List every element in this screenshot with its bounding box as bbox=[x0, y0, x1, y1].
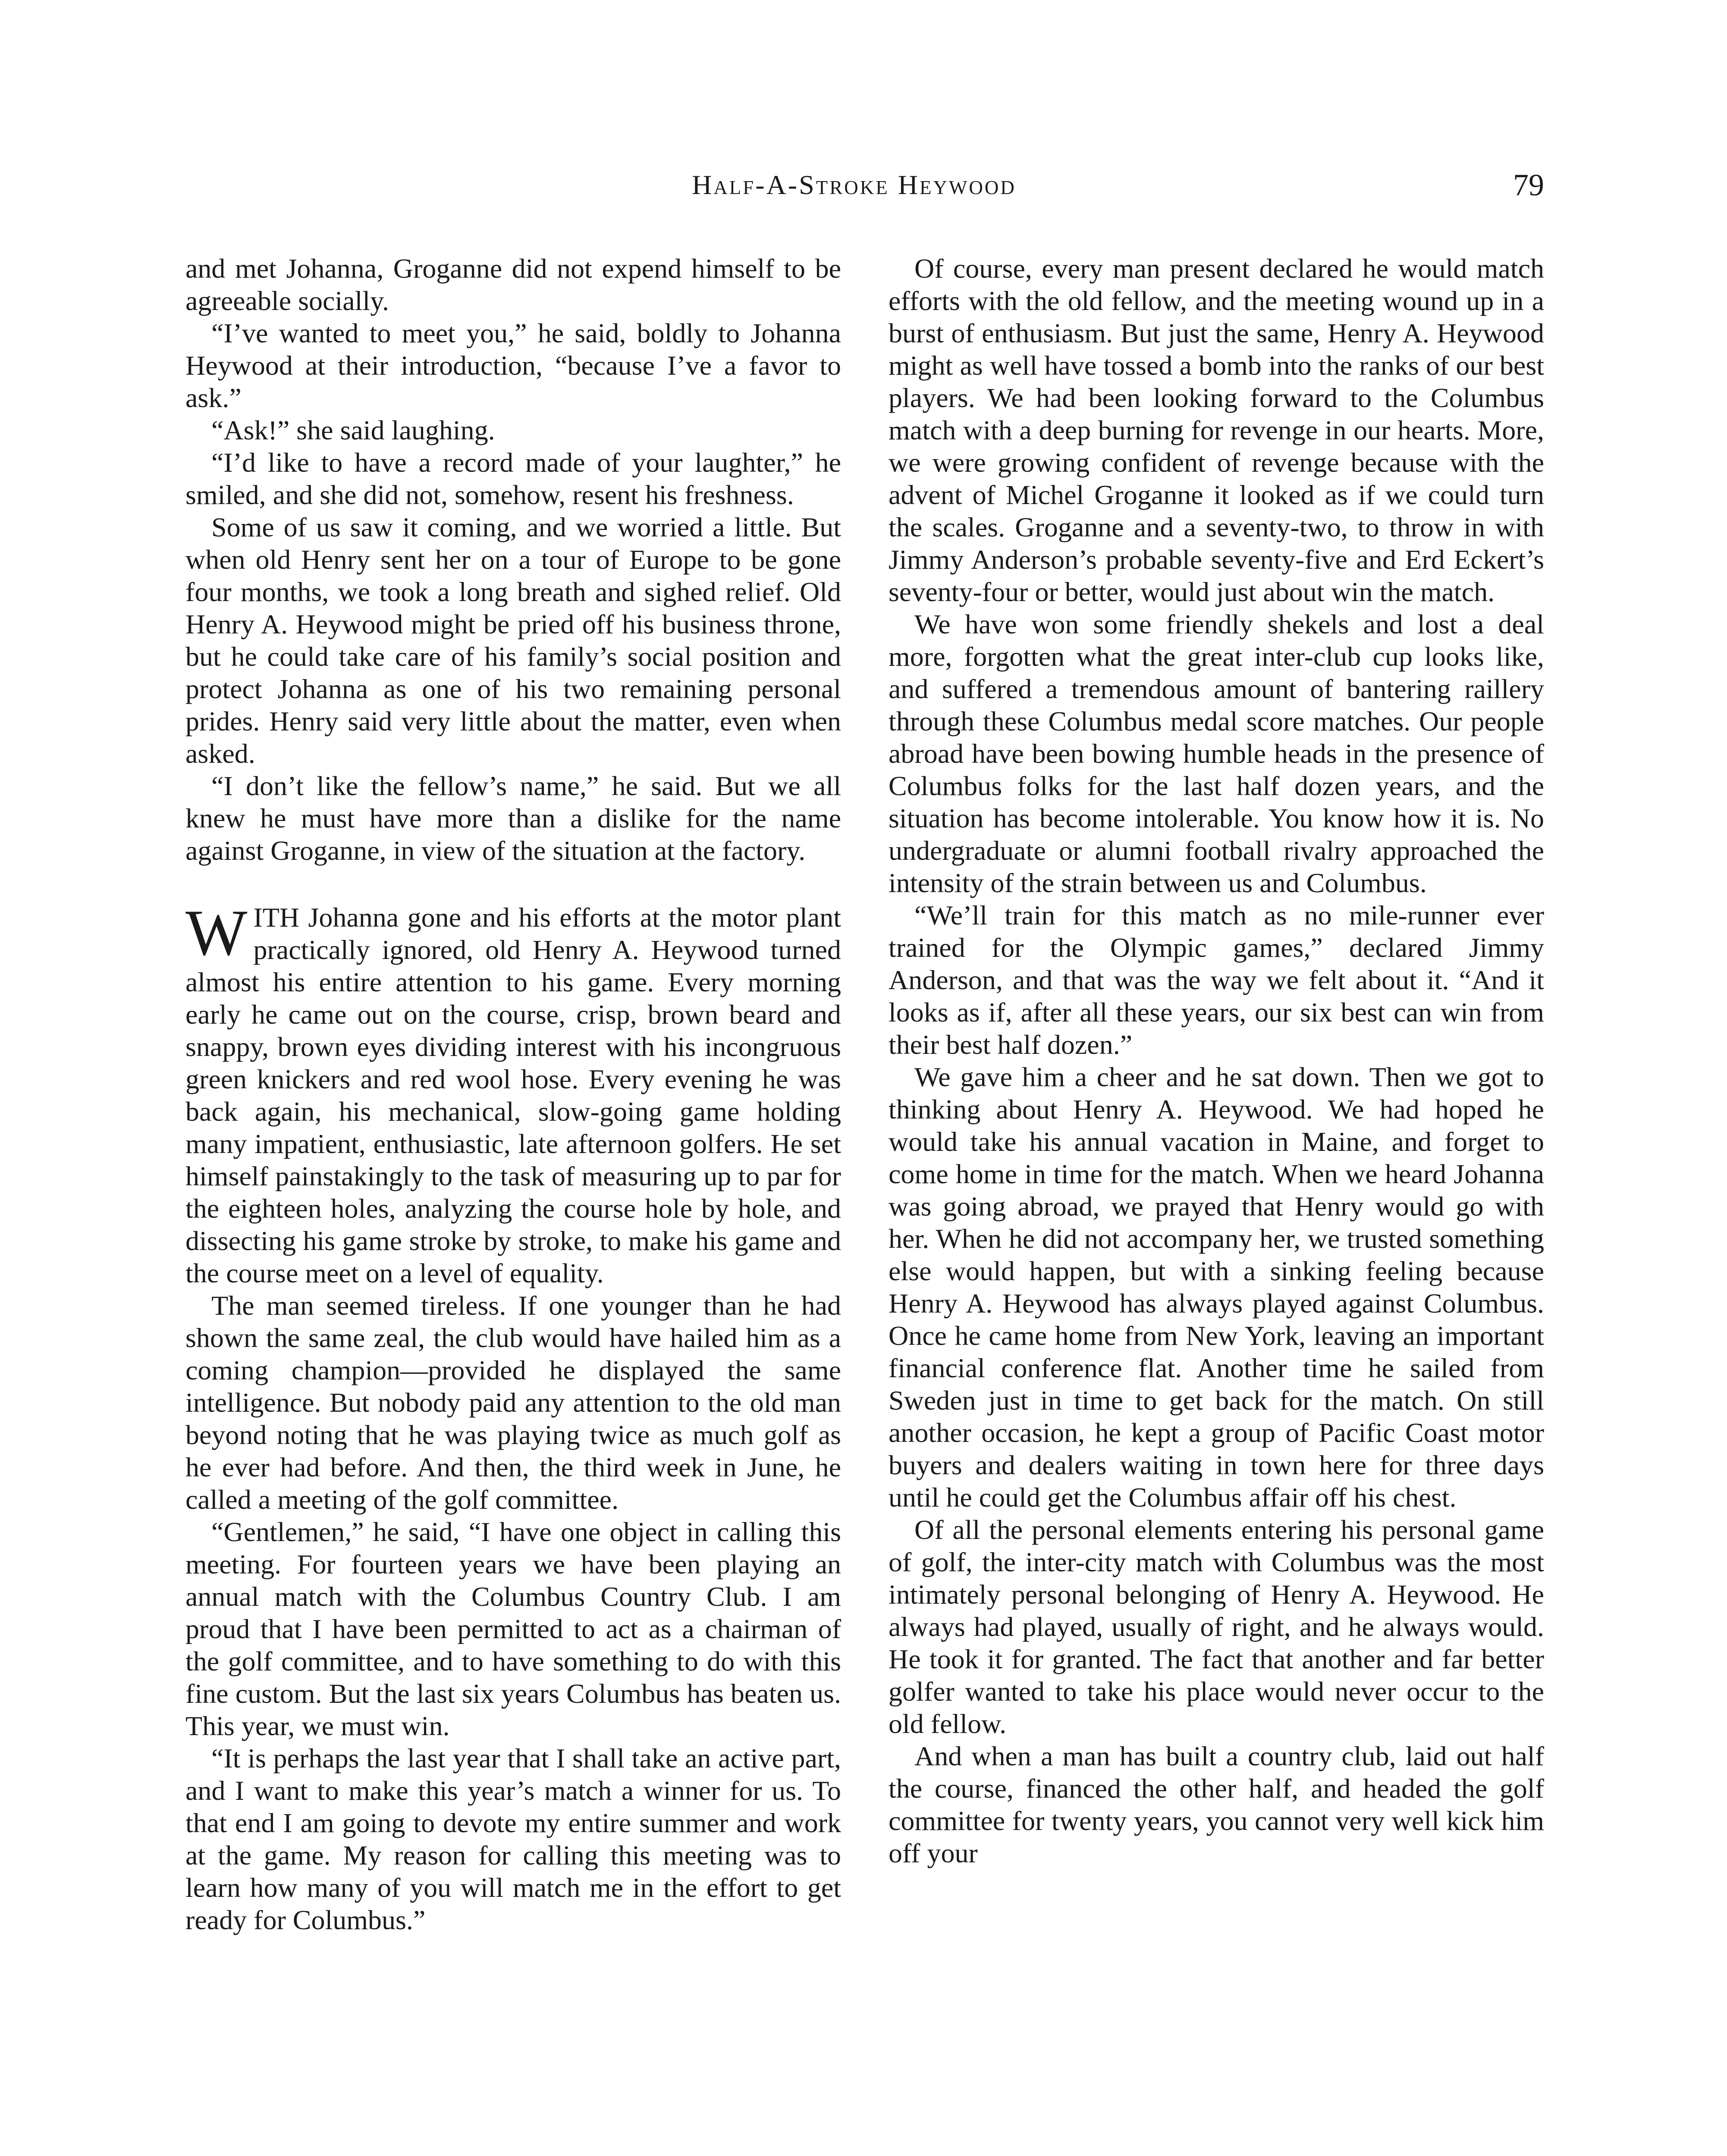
paragraph-text: ITH Johanna gone and his efforts at the motor plant practically ignored, old Henry A. Heywood turned almost his entire attention to his game. Every morning early he came out on the course, crisp, brown beard and snappy, brown eyes dividing interest with his incongruous green knickers and red wool hose. Every evening he was back again, his mechanical, slow-going game holding many impatient, enthusiastic, late afternoon golfers. He set himself painstakingly to the task of measuring up to par for the eighteen holes, analyzing the course hole by hole, and dissecting his game stroke by stroke, to make his game and the course meet on a level of equality. bbox=[185, 902, 841, 1288]
paragraph: Of course, every man present declared he would match efforts with the old fellow, and the meeting wound up in a burst of enthusiasm. But just the same, Henry A. Heywood might as well have tossed a bomb into the ranks of our best players. We had been looking forward to the Columbus match with a deep burning for revenge in our hearts. More, we were growing confident of revenge because with the advent of Michel Groganne it looked as if we could turn the scales. Groganne and a seventy-two, to throw in with Jimmy Anderson’s probable seventy-five and Erd Eckert’s seventy-four or better, would just about win the match. bbox=[889, 253, 1544, 607]
paragraph: “It is perhaps the last year that I shall take an active part, and I want to make this year’s match a winner for us. To that end I am going to devote my entire summer and work at the game. My reason for calling this meeting was to learn how many of you will match me in the effort to get ready for Columbus.” bbox=[185, 1743, 841, 1935]
right-column bbox=[889, 252, 1544, 2156]
paragraph: “Ask!” she said laughing. bbox=[211, 415, 495, 445]
paragraph: “We’ll train for this match as no mile-runner ever trained for the Olympic games,” declared Jimmy Anderson, and that was the way we felt about it. “And it looks as if, after all these years, our six best can win from their best half dozen.” bbox=[889, 900, 1544, 1060]
paragraph: Some of us saw it coming, and we worried a little. But when old Henry sent her on a tour of Europe to be gone four months, we took a long breath and sighed relief. Old Henry A. Heywood might be pried off his business throne, but he could take care of his family’s social position and protect Johanna as one of his two remaining personal prides. Henry said very little about the matter, even when asked. bbox=[185, 512, 841, 769]
paragraph: And when a man has built a country club, laid out half the course, financed the other half, and headed the golf committee for twenty years, you cannot very well kick him off your bbox=[889, 1741, 1544, 1868]
page-number: 79 bbox=[1513, 168, 1544, 202]
paragraph: “I’ve wanted to meet you,” he said, boldly to Johanna Heywood at their introduction, “because I’ve a favor to ask.” bbox=[185, 318, 841, 413]
paragraph: “I’d like to have a record made of your laughter,” he smiled, and she did not, somehow, resent his freshness. bbox=[185, 447, 841, 510]
drop-cap: W bbox=[185, 896, 248, 969]
paragraph: We have won some friendly shekels and lost a deal more, forgotten what the great inter-club cup looks like, and suffered a tremendous amount of bantering raillery through these Columbus medal score matches. Our people abroad have been bowing humble heads in the presence of Columbus folks for the last half dozen years, and the situation has become intolerable. You know how it is. No undergraduate or alumni football rivalry approached the intensity of the strain between us and Columbus. bbox=[889, 609, 1544, 898]
left-column bbox=[185, 252, 841, 2156]
paragraph: “I don’t like the fellow’s name,” he said. But we all knew he must have more than a dislike for the name against Groganne, in view of the situation at the factory. bbox=[185, 771, 841, 866]
running-title: Half-A-Stroke Heywood bbox=[692, 169, 1016, 200]
paragraph: and met Johanna, Groganne did not expend himself to be agreeable socially. bbox=[185, 253, 841, 316]
paragraph: “Gentlemen,” he said, “I have one object in calling this meeting. For fourteen years we have been playing an annual match with the Columbus Country Club. I am proud that I have been permitted to act as a chairman of the golf committee, and to have something to do with this fine custom. But the last six years Columbus has beaten us. This year, we must win. bbox=[185, 1517, 841, 1741]
paragraph: The man seemed tireless. If one younger than he had shown the same zeal, the club would have hailed him as a coming champion—provided he displayed the same intelligence. But nobody paid any attention to the old man beyond noting that he was playing twice as much golf as he ever had before. And then, the third week in June, he called a meeting of the golf committee. bbox=[185, 1290, 841, 1515]
section-opening-paragraph bbox=[185, 896, 841, 1289]
paragraph: We gave him a cheer and he sat down. Then we got to thinking about Henry A. Heywood. We had hoped he would take his annual vacation in Maine, and forget to come home in time for the match. When we heard Johanna was going abroad, we prayed that Henry would go with her. When he did not accompany her, we trusted something else would happen, but with a sinking feeling because Henry A. Heywood has always played against Columbus. Once he came home from New York, leaving an important financial conference flat. Another time he sailed from Sweden just in time to get back for the match. On still another occasion, he kept a group of Pacific Coast motor buyers and dealers waiting in town here for three days until he could get the Columbus affair off his chest. bbox=[889, 1062, 1544, 1513]
paragraph: Of all the personal elements entering his personal game of golf, the inter-city match with Columbus was the most intimately personal belonging of Henry A. Heywood. He always had played, usually of right, and he always would. He took it for granted. The fact that another and far better golfer wanted to take his place would never occur to the old fellow. bbox=[889, 1514, 1544, 1739]
